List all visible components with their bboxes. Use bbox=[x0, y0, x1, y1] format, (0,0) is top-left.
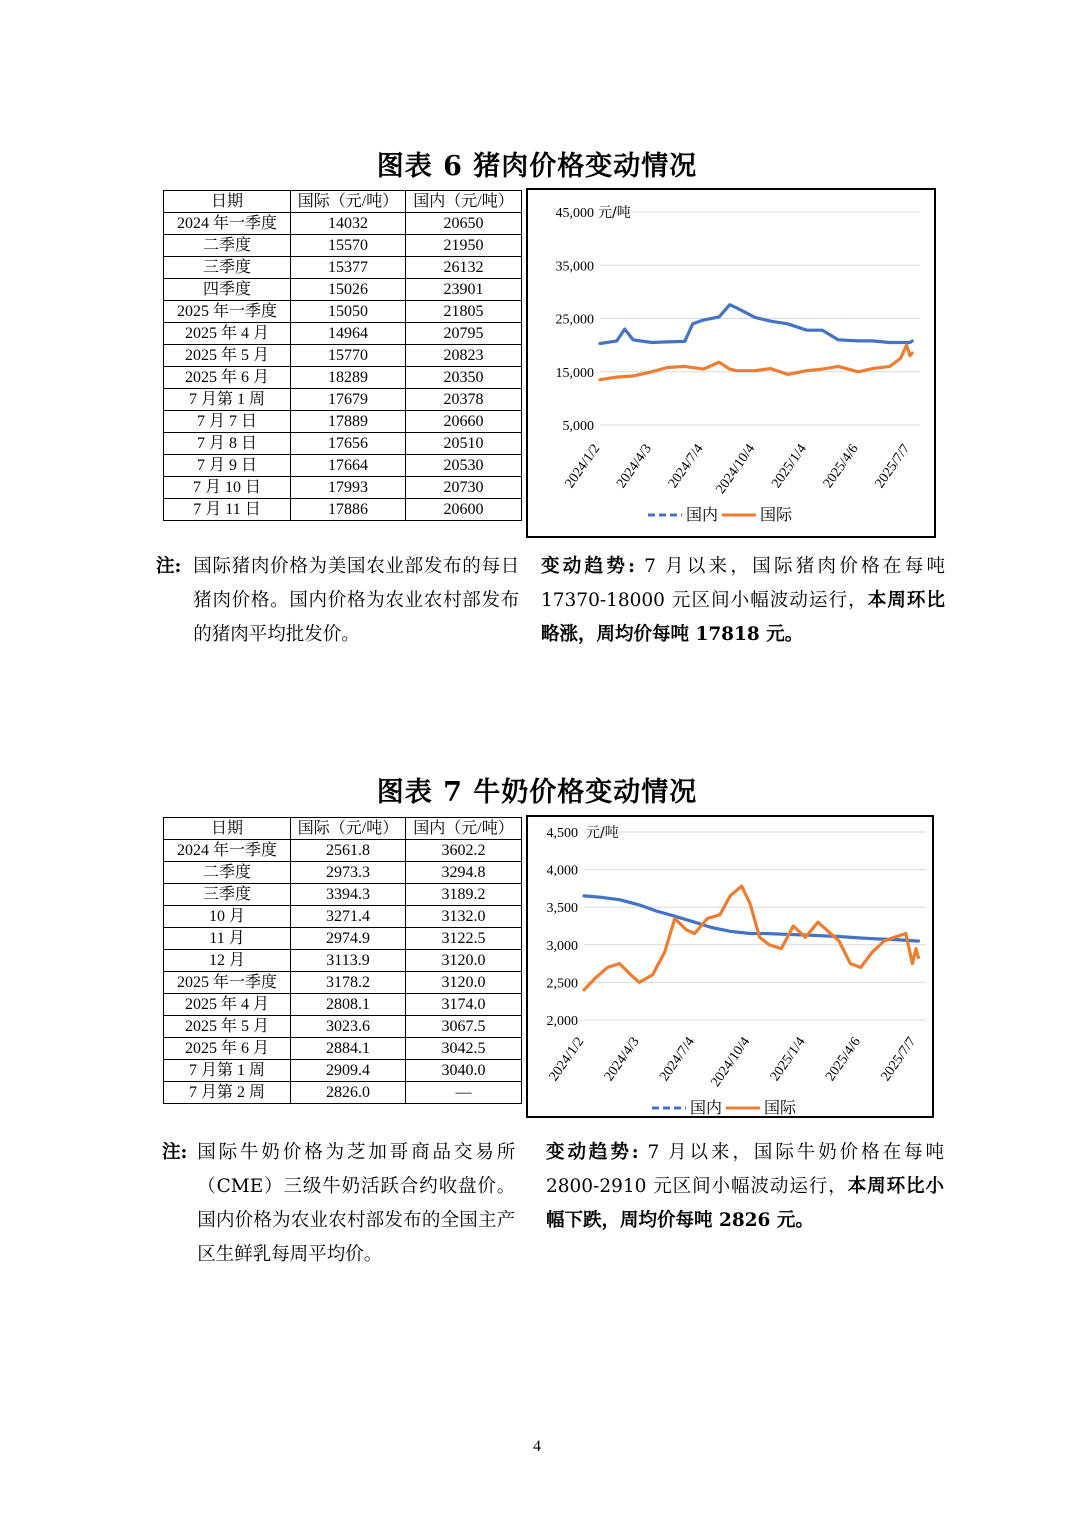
table-row bbox=[164, 884, 522, 906]
table-row bbox=[164, 213, 522, 235]
figure7-title: 图表 7 牛奶价格变动情况 bbox=[376, 777, 698, 808]
x-tick-label: 2024/10/4 bbox=[713, 441, 759, 497]
cell-domestic: 20350 bbox=[406, 367, 522, 389]
cell-international: 2974.9 bbox=[291, 928, 406, 950]
table-row bbox=[164, 279, 522, 301]
cell-date: 7 月 8 日 bbox=[164, 433, 291, 455]
col-header-international: 国际（元/吨） bbox=[291, 818, 406, 840]
cell-domestic: 3042.5 bbox=[406, 1038, 522, 1060]
cell-domestic: 3174.0 bbox=[406, 994, 522, 1016]
pork-note-label: 注: bbox=[156, 556, 182, 577]
col-header-domestic: 国内（元/吨） bbox=[406, 191, 522, 213]
cell-domestic: 3067.5 bbox=[406, 1016, 522, 1038]
col-header-domestic: 国内（元/吨） bbox=[406, 818, 522, 840]
series-line-international bbox=[600, 345, 912, 380]
cell-domestic: 3122.5 bbox=[406, 928, 522, 950]
cell-date: 7 月 7 日 bbox=[164, 411, 291, 433]
table-row bbox=[164, 1082, 522, 1104]
table-row bbox=[164, 499, 522, 521]
cell-date: 2024 年一季度 bbox=[164, 213, 291, 235]
cell-date: 7 月 10 日 bbox=[164, 477, 291, 499]
y-tick-label: 35,000 bbox=[555, 259, 594, 275]
cell-date: 7 月第 2 周 bbox=[164, 1082, 291, 1104]
cell-international: 2884.1 bbox=[291, 1038, 406, 1060]
table-row bbox=[164, 301, 522, 323]
milk-price-table bbox=[163, 817, 522, 1104]
cell-international: 18289 bbox=[291, 367, 406, 389]
table-row bbox=[164, 840, 522, 862]
cell-domestic: 20660 bbox=[406, 411, 522, 433]
table-row bbox=[164, 950, 522, 972]
cell-date: 2025 年一季度 bbox=[164, 972, 291, 994]
legend-label: 国际 bbox=[764, 1098, 797, 1116]
cell-international: 2826.0 bbox=[291, 1082, 406, 1104]
y-tick-label: 5,000 bbox=[562, 419, 594, 434]
x-tick-label: 2025/4/6 bbox=[820, 441, 862, 492]
table-row bbox=[164, 1038, 522, 1060]
table-row bbox=[164, 257, 522, 279]
milk-trend-text: 7 月以来，国际牛奶价格在每吨 2800-2910 元区间小幅波动运行， bbox=[546, 1142, 944, 1197]
table-row bbox=[164, 1016, 522, 1038]
cell-international: 2808.1 bbox=[291, 994, 406, 1016]
cell-date: 三季度 bbox=[164, 257, 291, 279]
cell-international: 15050 bbox=[291, 301, 406, 323]
cell-domestic: 20795 bbox=[406, 323, 522, 345]
table-row bbox=[164, 906, 522, 928]
x-tick-label: 2025/1/4 bbox=[767, 1034, 809, 1085]
table-row bbox=[164, 994, 522, 1016]
cell-domestic: 21950 bbox=[406, 235, 522, 257]
table-row bbox=[164, 972, 522, 994]
x-tick-label: 2024/10/4 bbox=[708, 1034, 754, 1090]
pork-price-chart bbox=[526, 188, 936, 538]
x-tick-label: 2024/7/4 bbox=[657, 1034, 698, 1085]
x-tick-label: 2024/1/2 bbox=[562, 441, 604, 492]
pork-trend-text: 7 月以来，国际猪肉价格在每吨 17370-18000 元区间小幅波动运行， bbox=[541, 556, 945, 611]
y-tick-label: 4,500 bbox=[546, 826, 578, 841]
y-unit-label: 元/吨 bbox=[598, 205, 631, 221]
cell-international: 15026 bbox=[291, 279, 406, 301]
cell-domestic: 23901 bbox=[406, 279, 522, 301]
cell-date: 12 月 bbox=[164, 950, 291, 972]
cell-international: 14964 bbox=[291, 323, 406, 345]
cell-date: 三季度 bbox=[164, 884, 291, 906]
y-tick-label: 3,500 bbox=[546, 901, 578, 917]
milk-price-chart bbox=[526, 815, 934, 1118]
y-tick-label: 4,000 bbox=[546, 863, 578, 879]
cell-international: 17889 bbox=[291, 411, 406, 433]
cell-international: 17993 bbox=[291, 477, 406, 499]
cell-international: 17664 bbox=[291, 455, 406, 477]
cell-international: 17886 bbox=[291, 499, 406, 521]
milk-note-label: 注: bbox=[162, 1142, 188, 1163]
table-row bbox=[164, 235, 522, 257]
table-row bbox=[164, 1060, 522, 1082]
cell-international: 3394.3 bbox=[291, 884, 406, 906]
cell-international: 17656 bbox=[291, 433, 406, 455]
cell-domestic: — bbox=[406, 1082, 522, 1104]
y-tick-label: 45,000 bbox=[555, 206, 594, 221]
cell-domestic: 20600 bbox=[406, 499, 522, 521]
cell-date: 2025 年 5 月 bbox=[164, 345, 291, 367]
cell-domestic: 20650 bbox=[406, 213, 522, 235]
cell-domestic: 3120.0 bbox=[406, 950, 522, 972]
y-tick-label: 15,000 bbox=[555, 365, 594, 381]
cell-domestic: 21805 bbox=[406, 301, 522, 323]
pork-trend bbox=[541, 550, 945, 652]
table-row bbox=[164, 345, 522, 367]
cell-date: 10 月 bbox=[164, 906, 291, 928]
x-tick-label: 2024/7/4 bbox=[665, 441, 707, 492]
table-row bbox=[164, 323, 522, 345]
table-row bbox=[164, 862, 522, 884]
cell-domestic: 3120.0 bbox=[406, 972, 522, 994]
x-tick-label: 2025/1/4 bbox=[769, 441, 810, 492]
cell-international: 15770 bbox=[291, 345, 406, 367]
milk-trend bbox=[546, 1136, 944, 1238]
cell-domestic: 3294.8 bbox=[406, 862, 522, 884]
legend-label: 国内 bbox=[690, 1098, 723, 1116]
cell-international: 3023.6 bbox=[291, 1016, 406, 1038]
page-number: 4 bbox=[533, 1438, 541, 1455]
cell-domestic: 3189.2 bbox=[406, 884, 522, 906]
table-row bbox=[164, 411, 522, 433]
cell-date: 7 月第 1 周 bbox=[164, 389, 291, 411]
cell-date: 7 月第 1 周 bbox=[164, 1060, 291, 1082]
figure6-title: 图表 6 猪肉价格变动情况 bbox=[376, 151, 698, 182]
pork-note-text: 国际猪肉价格为美国农业部发布的每日猪肉价格。国内价格为农业农村部发布的猪肉平均批发价。 bbox=[193, 556, 520, 645]
milk-trend-bold: 本周环比小幅下跌，周均价每吨 2826 元。 bbox=[546, 1176, 944, 1231]
cell-date: 2025 年 6 月 bbox=[164, 1038, 291, 1060]
cell-date: 2025 年 5 月 bbox=[164, 1016, 291, 1038]
cell-date: 11 月 bbox=[164, 928, 291, 950]
y-tick-label: 25,000 bbox=[555, 312, 594, 328]
y-tick-label: 3,000 bbox=[546, 938, 578, 954]
cell-date: 2025 年 4 月 bbox=[164, 323, 291, 345]
cell-domestic: 20823 bbox=[406, 345, 522, 367]
cell-international: 2561.8 bbox=[291, 840, 406, 862]
cell-domestic: 20730 bbox=[406, 477, 522, 499]
cell-domestic: 26132 bbox=[406, 257, 522, 279]
y-tick-label: 2,000 bbox=[546, 1014, 578, 1029]
milk-note bbox=[162, 1136, 526, 1272]
legend-label: 国际 bbox=[760, 505, 793, 524]
table-row bbox=[164, 389, 522, 411]
cell-date: 二季度 bbox=[164, 235, 291, 257]
cell-date: 四季度 bbox=[164, 279, 291, 301]
cell-date: 7 月 9 日 bbox=[164, 455, 291, 477]
col-header-date: 日期 bbox=[164, 191, 291, 213]
cell-date: 2025 年 4 月 bbox=[164, 994, 291, 1016]
pork-trend-label: 变动趋势: bbox=[541, 556, 635, 577]
y-unit-label: 元/吨 bbox=[586, 825, 619, 841]
cell-international: 14032 bbox=[291, 213, 406, 235]
series-line-domestic bbox=[600, 305, 912, 344]
milk-price-chart-svg bbox=[528, 817, 932, 1116]
legend-label: 国内 bbox=[686, 505, 719, 524]
cell-date: 2024 年一季度 bbox=[164, 840, 291, 862]
col-header-international: 国际（元/吨） bbox=[291, 191, 406, 213]
cell-international: 3271.4 bbox=[291, 906, 406, 928]
pork-trend-bold: 本周环比略涨，周均价每吨 17818 元。 bbox=[541, 590, 945, 645]
cell-date: 2025 年一季度 bbox=[164, 301, 291, 323]
cell-domestic: 20510 bbox=[406, 433, 522, 455]
cell-domestic: 20378 bbox=[406, 389, 522, 411]
x-tick-label: 2025/7/7 bbox=[878, 1034, 920, 1085]
table-row bbox=[164, 367, 522, 389]
x-tick-label: 2024/4/3 bbox=[601, 1034, 643, 1085]
table-row bbox=[164, 455, 522, 477]
cell-domestic: 20530 bbox=[406, 455, 522, 477]
cell-international: 3113.9 bbox=[291, 950, 406, 972]
milk-trend-label: 变动趋势: bbox=[546, 1142, 639, 1163]
pork-price-chart-svg bbox=[528, 190, 934, 536]
cell-international: 3178.2 bbox=[291, 972, 406, 994]
x-tick-label: 2024/1/2 bbox=[546, 1034, 588, 1085]
pork-price-table bbox=[163, 190, 522, 521]
y-tick-label: 2,500 bbox=[546, 976, 578, 992]
cell-international: 2909.4 bbox=[291, 1060, 406, 1082]
cell-domestic: 3132.0 bbox=[406, 906, 522, 928]
table-row bbox=[164, 928, 522, 950]
x-tick-label: 2025/4/6 bbox=[823, 1034, 864, 1085]
milk-note-text: 国际牛奶价格为芝加哥商品交易所（CME）三级牛奶活跃合约收盘价。国内价格为农业农村部发布的全国主产区生鲜乳每周平均价。 bbox=[197, 1142, 516, 1265]
cell-domestic: 3602.2 bbox=[406, 840, 522, 862]
pork-note bbox=[156, 550, 526, 652]
table-row bbox=[164, 433, 522, 455]
x-tick-label: 2024/4/3 bbox=[614, 441, 655, 492]
cell-date: 7 月 11 日 bbox=[164, 499, 291, 521]
cell-international: 15377 bbox=[291, 257, 406, 279]
cell-date: 2025 年 6 月 bbox=[164, 367, 291, 389]
cell-domestic: 3040.0 bbox=[406, 1060, 522, 1082]
cell-international: 2973.3 bbox=[291, 862, 406, 884]
cell-date: 二季度 bbox=[164, 862, 291, 884]
cell-international: 15570 bbox=[291, 235, 406, 257]
cell-international: 17679 bbox=[291, 389, 406, 411]
x-tick-label: 2025/7/7 bbox=[872, 441, 914, 492]
table-row bbox=[164, 477, 522, 499]
col-header-date: 日期 bbox=[164, 818, 291, 840]
